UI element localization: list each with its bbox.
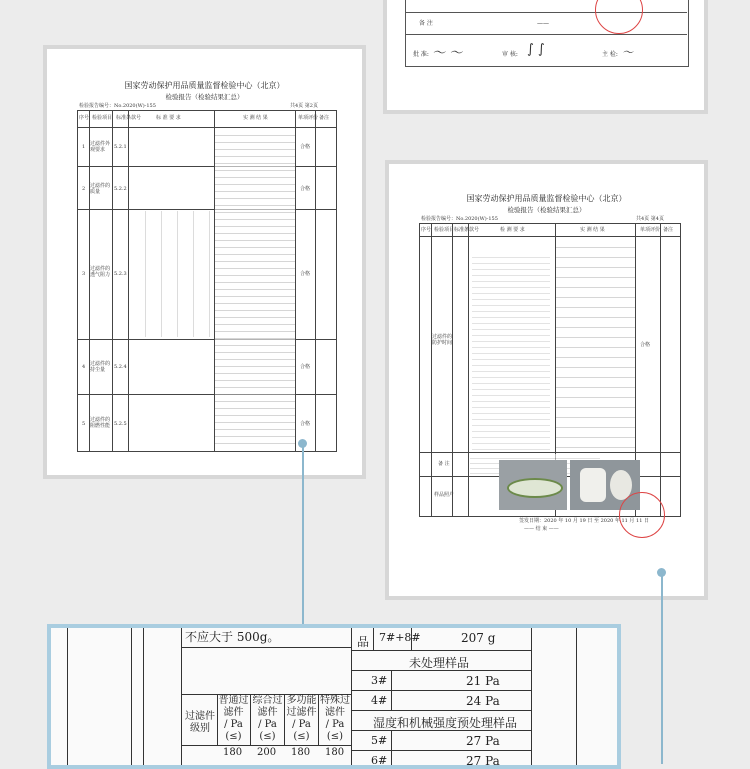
zoom-row-3-value: 21 Pa: [466, 674, 500, 688]
grade-le-4: (≤): [326, 731, 344, 742]
grade-table: [181, 694, 351, 769]
grade-le-1: (≤): [225, 731, 242, 742]
row-4-item: 过滤件的持尘量: [90, 361, 111, 373]
grade-header-2: 综合过滤件: [252, 695, 283, 718]
col-header-remark-r: 备注: [663, 227, 674, 233]
row-1-item: 过滤件外观要求: [90, 141, 111, 153]
row-3-clause: 5.2.3: [114, 271, 127, 277]
col-header-requirement: 标 准 要 求: [156, 115, 181, 121]
row-4-result: 合格: [300, 364, 311, 370]
zoom-treated-label: 湿度和机械强度预处理样品: [373, 716, 518, 730]
row-protection-time-result: 合格: [640, 342, 651, 348]
signature-label-approve: 批 准:: [413, 51, 429, 58]
row-1-no: 1: [82, 144, 86, 150]
row-5-no: 5: [82, 421, 86, 427]
report-subtitle-right: 检验报告（检验结果汇总）: [507, 206, 586, 214]
remarks-value: ——: [537, 20, 549, 27]
grade-header-4: 特殊过滤件: [320, 695, 350, 718]
grade-header-3: 多功能过滤件: [286, 695, 317, 718]
official-seal-right: [619, 492, 665, 538]
requirement-text-lines: [472, 252, 550, 452]
row-5-item: 过滤件的阻燃性能: [90, 417, 111, 429]
zoom-top-value: 207 g: [461, 631, 496, 645]
zoom-row-5-value: 27 Pa: [466, 734, 500, 748]
zoom-top-text: 不应大于 500g。: [185, 630, 280, 644]
inner-lines: [215, 129, 295, 449]
col-header-result: 实 测 结 果: [243, 115, 268, 121]
col-header-clause: 标准条款号: [116, 115, 142, 121]
end-mark: —— 结 束 ——: [524, 526, 559, 532]
connector-line-left: [302, 443, 304, 626]
zoom-untreated-label: 未处理样品: [409, 656, 470, 670]
zoom-top-sample: 7#+8#: [379, 631, 421, 644]
report-page-number-right: 共4页 第4页: [636, 216, 664, 222]
report-page-right: [385, 160, 708, 600]
report-number-right: 检验报告编号：No.2020(W)-155: [421, 216, 498, 222]
report-title: 国家劳动保护用品质量监督检验中心（北京）: [124, 81, 285, 90]
row-5-result: 合格: [300, 421, 311, 427]
row-4-no: 4: [82, 364, 86, 370]
col-header-item: 检验项目: [92, 115, 113, 121]
col-header-requirement-r: 检 测 要 求: [500, 227, 525, 233]
report-number: 检验报告编号：No.2020(W)-155: [79, 103, 156, 109]
grade-le-3: (≤): [293, 731, 310, 742]
connector-line-right: [661, 572, 663, 764]
connector-dot-left: [298, 439, 307, 448]
row-2-item: 过滤件的质量: [90, 183, 111, 195]
col-header-result-r: 实 测 结 果: [580, 227, 605, 233]
col-header-evaluation-r: 单项评价: [640, 227, 661, 233]
grade-unit-1: / Pa: [224, 719, 243, 730]
signature-3: ～: [622, 46, 633, 59]
signature-2: ∫ ∫: [527, 42, 545, 57]
row-1-clause: 5.2.1: [114, 144, 127, 150]
sample-photo-label: 样品照片: [434, 492, 455, 498]
zoom-row-5-sample: 5#: [371, 734, 388, 747]
row-4-clause: 5.2.4: [114, 364, 127, 370]
grade-unit-4: / Pa: [325, 719, 345, 730]
remarks-label-right: 备 注: [438, 461, 450, 467]
report-table: [77, 110, 337, 452]
col-header-item-r: 检验项目: [434, 227, 455, 233]
signature-label-review: 审 核:: [502, 51, 518, 58]
row-5-clause: 5.2.5: [114, 421, 127, 427]
issue-date: 签发日期：2020 年 10 月 19 日 至 2020 年 11 月 11 日: [519, 518, 649, 524]
col-header-no: 序号: [79, 115, 90, 121]
grade-le-2: (≤): [259, 731, 276, 742]
col-header-no-r: 序号: [421, 227, 432, 233]
connector-dot-right: [657, 568, 666, 577]
signature-1: ～ ～: [432, 46, 463, 61]
grade-unit-2: / Pa: [258, 719, 277, 730]
report-subtitle: 检验报告（检验结果汇总）: [165, 93, 244, 101]
col-header-evaluation: 单项评价: [298, 115, 319, 121]
report-page-number: 共4页 第2页: [290, 103, 318, 109]
col-header-clause-r: 标准条款号: [454, 227, 480, 233]
report-page-top-right: [383, 0, 708, 114]
grade-limit-2: 200: [257, 747, 277, 758]
zoom-row-3-sample: 3#: [371, 674, 388, 687]
grade-label: 过滤件级别: [185, 711, 215, 734]
zoom-row-6-sample: 6#: [371, 754, 388, 767]
col-header-remark: 备注: [319, 115, 330, 121]
row-3-result: 合格: [300, 271, 311, 277]
signature-label-inspector: 主 检:: [602, 51, 618, 58]
grade-limit-4: 180: [325, 747, 345, 758]
zoom-row-4-value: 24 Pa: [466, 694, 500, 708]
row-2-result: 合格: [300, 186, 311, 192]
row-protection-time-item: 过滤件的防护时间: [432, 334, 453, 346]
grade-limit-1: 180: [223, 747, 243, 758]
grade-unit-3: / Pa: [292, 719, 311, 730]
zoom-top-label: 品: [357, 635, 370, 649]
zoom-row-4-sample: 4#: [371, 694, 388, 707]
row-2-no: 2: [82, 186, 86, 192]
row-2-clause: 5.2.2: [114, 186, 127, 192]
zoomed-table-detail: [47, 624, 621, 769]
row-3-item: 过滤件的透气阻力: [90, 266, 111, 278]
zoom-row-6-value: 27 Pa: [466, 754, 500, 768]
inner-lines-req: [130, 211, 212, 337]
grade-limit-3: 180: [291, 747, 311, 758]
row-3-no: 3: [82, 271, 86, 277]
report-title-right: 国家劳动保护用品质量监督检验中心（北京）: [466, 194, 627, 203]
sample-photo-1: [499, 460, 567, 510]
row-1-result: 合格: [300, 144, 311, 150]
grade-header-1: 普通过滤件: [218, 695, 249, 718]
report-page-left: [43, 45, 366, 479]
remarks-label: 备 注: [419, 20, 433, 27]
inner-lines-right: [556, 238, 635, 450]
